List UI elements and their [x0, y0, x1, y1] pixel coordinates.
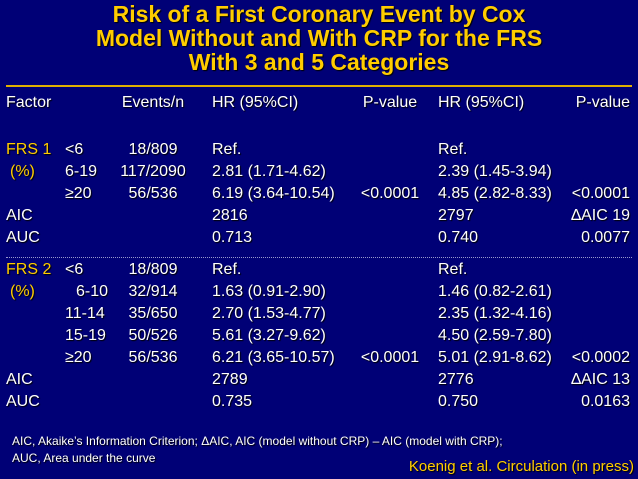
table-row	[0, 161, 638, 183]
slide-title	[0, 2, 638, 74]
row-p-value-without-crp: <0.0001	[360, 185, 420, 202]
row-events: 56/536	[128, 185, 178, 202]
row-factor: (%)	[10, 283, 35, 300]
row-p-value-with-crp: <0.0001	[571, 185, 630, 202]
row-events: 18/809	[128, 261, 178, 278]
row-p-value-with-crp: <0.0002	[571, 349, 630, 366]
citation: Koenig et al. Circulation (in press)	[408, 458, 634, 475]
header-events: Events/n	[121, 94, 185, 111]
row-hr-with-crp: 4.85 (2.82-8.33)	[438, 185, 552, 202]
header-hr-without-crp: HR (95%CI)	[212, 94, 299, 111]
row-hr-without-crp: 2.81 (1.71-4.62)	[212, 163, 326, 180]
row-p-value-with-crp: ∆AIC 13	[571, 371, 630, 388]
row-hr-with-crp: 2776	[438, 371, 474, 388]
row-hr-without-crp: 2.70 (1.53-4.77)	[212, 305, 326, 322]
row-p-value-without-crp: <0.0001	[360, 349, 420, 366]
row-factor: FRS 2	[6, 261, 52, 278]
row-hr-with-crp: Ref.	[438, 261, 468, 278]
row-hr-without-crp: 0.735	[212, 393, 253, 410]
row-factor: AUC	[6, 229, 40, 246]
row-category: 6-19	[65, 163, 98, 180]
row-hr-without-crp: 0.713	[212, 229, 253, 246]
row-p-value-with-crp: 0.0163	[581, 393, 630, 410]
row-hr-without-crp: 6.21 (3.65-10.57)	[212, 349, 335, 366]
title-line-2: Model Without and With CRP for the FRS	[95, 25, 543, 51]
row-category: 15-19	[65, 327, 106, 344]
row-factor: AUC	[6, 393, 40, 410]
footnote-line-2: AUC, Area under the curve	[12, 451, 156, 465]
header-divider	[6, 85, 632, 87]
row-hr-with-crp: 0.750	[438, 393, 479, 410]
row-hr-with-crp: 2797	[438, 207, 474, 224]
row-category: ≥20	[65, 185, 92, 202]
row-p-value-with-crp: ∆AIC 19	[571, 207, 630, 224]
row-factor: AIC	[6, 371, 33, 388]
section-divider	[6, 257, 632, 258]
row-hr-with-crp: 2.35 (1.32-4.16)	[438, 305, 552, 322]
row-events: 56/536	[128, 349, 178, 366]
row-hr-with-crp: 4.50 (2.59-7.80)	[438, 327, 552, 344]
row-events: 32/914	[128, 283, 178, 300]
row-events: 50/526	[128, 327, 178, 344]
table-row	[0, 227, 638, 249]
header-hr-with-crp: HR (95%CI)	[438, 94, 525, 111]
table-row	[0, 281, 638, 303]
row-hr-without-crp: 1.63 (0.91-2.90)	[212, 283, 326, 300]
table-row	[0, 347, 638, 369]
table-row	[0, 303, 638, 325]
row-hr-with-crp: Ref.	[438, 141, 468, 158]
table-row	[0, 183, 638, 205]
row-factor: (%)	[10, 163, 35, 180]
row-hr-without-crp: 2816	[212, 207, 248, 224]
table-row	[0, 259, 638, 281]
row-events: 117/2090	[120, 163, 186, 180]
header-p-value-without-crp: P-value	[362, 94, 418, 111]
table-row	[0, 369, 638, 391]
row-hr-with-crp: 0.740	[438, 229, 479, 246]
row-hr-with-crp: 1.46 (0.82-2.61)	[438, 283, 552, 300]
row-category: 6-10	[76, 283, 109, 300]
row-hr-without-crp: Ref.	[212, 261, 242, 278]
header-p-value-with-crp: P-value	[575, 94, 630, 111]
row-category: 11-14	[65, 305, 105, 322]
row-hr-without-crp: Ref.	[212, 141, 242, 158]
row-hr-with-crp: 5.01 (2.91-8.62)	[438, 349, 552, 366]
row-hr-without-crp: 2789	[212, 371, 248, 388]
title-line-1: Risk of a First Coronary Event by Cox	[112, 1, 526, 27]
title-line-3: With 3 and 5 Categories	[188, 49, 450, 75]
table-row	[0, 391, 638, 413]
row-hr-without-crp: 5.61 (3.27-9.62)	[212, 327, 326, 344]
row-events: 35/650	[128, 305, 178, 322]
header-factor: Factor	[6, 94, 52, 111]
row-factor: FRS 1	[6, 141, 52, 158]
row-hr-without-crp: 6.19 (3.64-10.54)	[212, 185, 335, 202]
row-category: <6	[65, 261, 84, 278]
table-row	[0, 325, 638, 347]
row-category: <6	[65, 141, 84, 158]
table-row	[0, 205, 638, 227]
footnote-line-1: AIC, Akaike’s Information Criterion; ΔAIC, AIC (model without CRP) – AIC (model with CRP);	[12, 434, 503, 448]
table-header	[0, 92, 638, 114]
table-row	[0, 139, 638, 161]
row-factor: AIC	[6, 207, 33, 224]
row-hr-with-crp: 2.39 (1.45-3.94)	[438, 163, 552, 180]
row-category: ≥20	[65, 349, 92, 366]
row-events: 18/809	[128, 141, 178, 158]
row-p-value-with-crp: 0.0077	[581, 229, 630, 246]
